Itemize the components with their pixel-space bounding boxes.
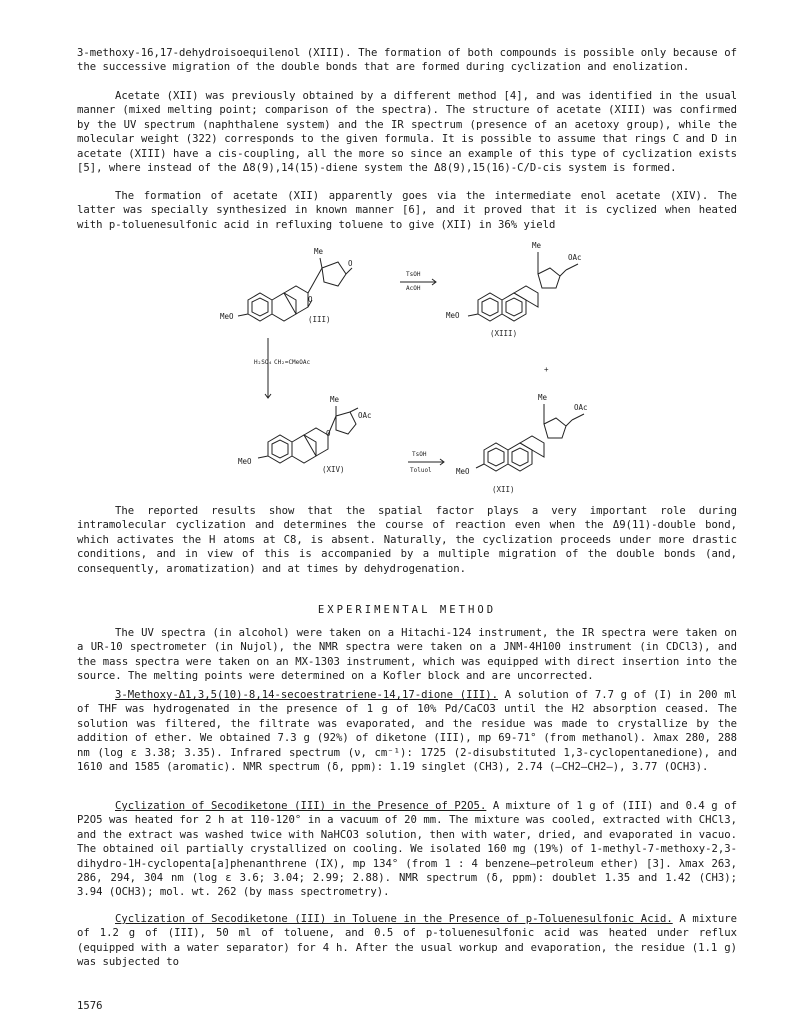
label-meo-xiv: MeO xyxy=(238,457,252,466)
label-o2-iii: O xyxy=(308,295,313,304)
label-o-xiv: O xyxy=(326,429,331,438)
paragraph-diketone xyxy=(77,688,737,774)
procedure-title-diketone: 3-Methoxy-Δ1,3,5(10)-8,14-secoestratriene-14,17-dione (III). xyxy=(115,689,498,701)
label-oac-xiv: OAc xyxy=(358,411,372,420)
procedure-title-p2o5: Cyclization of Secodiketone (III) in the Presence of P2O5. xyxy=(115,800,487,812)
label-compound-iii: (III) xyxy=(308,315,331,324)
label-tsoh-2: TsOH xyxy=(412,451,427,458)
paragraph-p2o5 xyxy=(77,799,737,900)
compound-iii-structure xyxy=(238,258,352,321)
section-heading: EXPERIMENTAL METHOD xyxy=(317,604,497,616)
label-meo-xiii: MeO xyxy=(446,311,460,320)
label-compound-xiv: (XIV) xyxy=(322,465,345,474)
label-me-xiii: Me xyxy=(532,241,542,250)
paragraph-instruments: The UV spectra (in alcohol) were taken on a Hitachi-124 instrument, the IR spectra were taken on a UR-10 spectrometer (in Nujol), the NMR spectra were taken on a JNM-4H100 instrument (in CDCl3), and the mass spectra were taken on an MX-1303 instrument, which was equipped with direct insertion into the source. The melting points were determined on a Kofler block and are uncorrected. xyxy=(77,627,737,683)
label-h2so4: H₂SO₄ xyxy=(254,359,273,366)
compound-xii-structure xyxy=(476,404,584,471)
label-compound-xii: (XII) xyxy=(492,485,515,494)
paragraph-toluene xyxy=(77,912,737,970)
label-me-xiv: Me xyxy=(330,395,340,404)
label-acoh: AcOH xyxy=(406,285,421,292)
page-number: 1576 xyxy=(77,1000,103,1012)
procedure-body-toluene: A mixture of 1.2 g of (III), 50 ml of toluene, and 0.5 of p-toluenesulfonic acid was heated under reflux (equipped with a water separator) for 4 h. After the usual workup and evaporation, the residue (1.1 g) was subjected to xyxy=(77,913,737,969)
label-compound-xiii: (XIII) xyxy=(490,329,518,338)
label-toluol: Toluol xyxy=(410,467,432,474)
label-me-iii: Me xyxy=(314,247,324,256)
procedure-title-toluene: Cyclization of Secodiketone (III) in Toluene in the Presence of p-Toluenesulfonic Acid. xyxy=(115,913,673,925)
compound-xiii-structure xyxy=(468,252,578,321)
label-meo-iii: MeO xyxy=(220,312,234,321)
label-tsoh-1: TsOH xyxy=(406,271,421,278)
compound-xiv-structure xyxy=(258,406,358,463)
reaction-scheme xyxy=(200,238,620,500)
paragraph-acetate-xii: Acetate (XII) was previously obtained by a different method [4], and was identified in the usual manner (mixed melting point; comparison of the spectra). The structure of acetate (XIII) was confirmed by the UV spectrum (naphthalene system) and the IR spectrum (presence of an acetoxy group), while the molecular weight (322) corresponds to the given formula. It is possible to assume that rings C and D in acetate (XIII) have a cis-coupling, all the more so since an example of this type of cyclization exists [5], where instead of the Δ8(9),14(15)-diene system the Δ8(9),15(16)-C/D-cis system is formed. xyxy=(77,90,737,175)
label-oac-xiii: OAc xyxy=(568,253,582,262)
paragraph-intro: 3-methoxy-16,17-dehydroisoequilenol (XIII). The formation of both compounds is possible only because of the successive migration of the double bonds that are formed during cyclization and enolization. xyxy=(77,47,737,74)
paragraph-formation: The formation of acetate (XII) apparently goes via the intermediate enol acetate (XIV). The latter was specially synthesized in known manner [6], and it proved that it is cyclized when heated with p-toluenesulfonic acid in refluxing toluene to give (XII) in 36% yield xyxy=(77,190,737,231)
label-me-xii: Me xyxy=(538,393,548,402)
label-reagent: CH₂=CMeOAc xyxy=(274,359,311,366)
label-plus: + xyxy=(544,365,549,374)
label-oac-xii: OAc xyxy=(574,403,588,412)
procedure-body-diketone: A solution of 7.7 g of (I) in 200 ml of THF was hydrogenated in the presence of 1 g of 10% Pd/CaCO3 until the H2 absorption ceased. The solution was filtered, the filtrate was evaporated, and the residue was made to crystallize by the addition of ether. We obtained 7.3 g (92%) of diketone (III), mp 69-71° (from methanol). λmax 280, 288 nm (log ε 3.38; 3.35). Infrared spectrum (ν, cm⁻¹): 1725 (2-disubstituted 1,3-cyclopentanedione), and 1610 and 1585 (aromatic). NMR spectrum (δ, ppm): 1.19 singlet (CH3), 2.74 (–CH2–CH2–), 3.77 (OCH3). xyxy=(77,689,737,774)
procedure-body-p2o5: A mixture of 1 g of (III) and 0.4 g of P2O5 was heated for 2 h at 110-120° in a vacuum of 20 mm. The mixture was cooled, extracted with CHCl3, and the extract was washed twice with NaHCO3 solution, then with water, dried, and evaporated in vacuo. The obtained oil partially crystallized on cooling. We isolated 160 mg (19%) of 1-methyl-7-methoxy-2,3-dihydro-1H-cyclopenta[a]phenanthrene (IX), mp 134° (from 1 : 4 benzene–petroleum ether) [3]. λmax 263, 286, 294, 304 nm (log ε 3.6; 3.04; 2.99; 2.88). NMR spectrum (δ, ppm): doublet 1.35 and 1.42 (CH3); 3.94 (OCH3); mol. wt. 262 (by mass spectrometry). xyxy=(77,800,737,899)
label-o-iii: O xyxy=(348,259,353,268)
paragraph-results: The reported results show that the spatial factor plays a very important role during intramolecular cyclization and determines the course of reaction even when the Δ9(11)-double bond, which activates the H atoms at C8, is absent. Naturally, the cyclization proceeds under more drastic conditions, and in view of this is accompanied by a multiple migration of the double bonds (and, consequently, aromatization) and at times by dehydrogenation. xyxy=(77,505,737,575)
label-meo-xii: MeO xyxy=(456,467,470,476)
